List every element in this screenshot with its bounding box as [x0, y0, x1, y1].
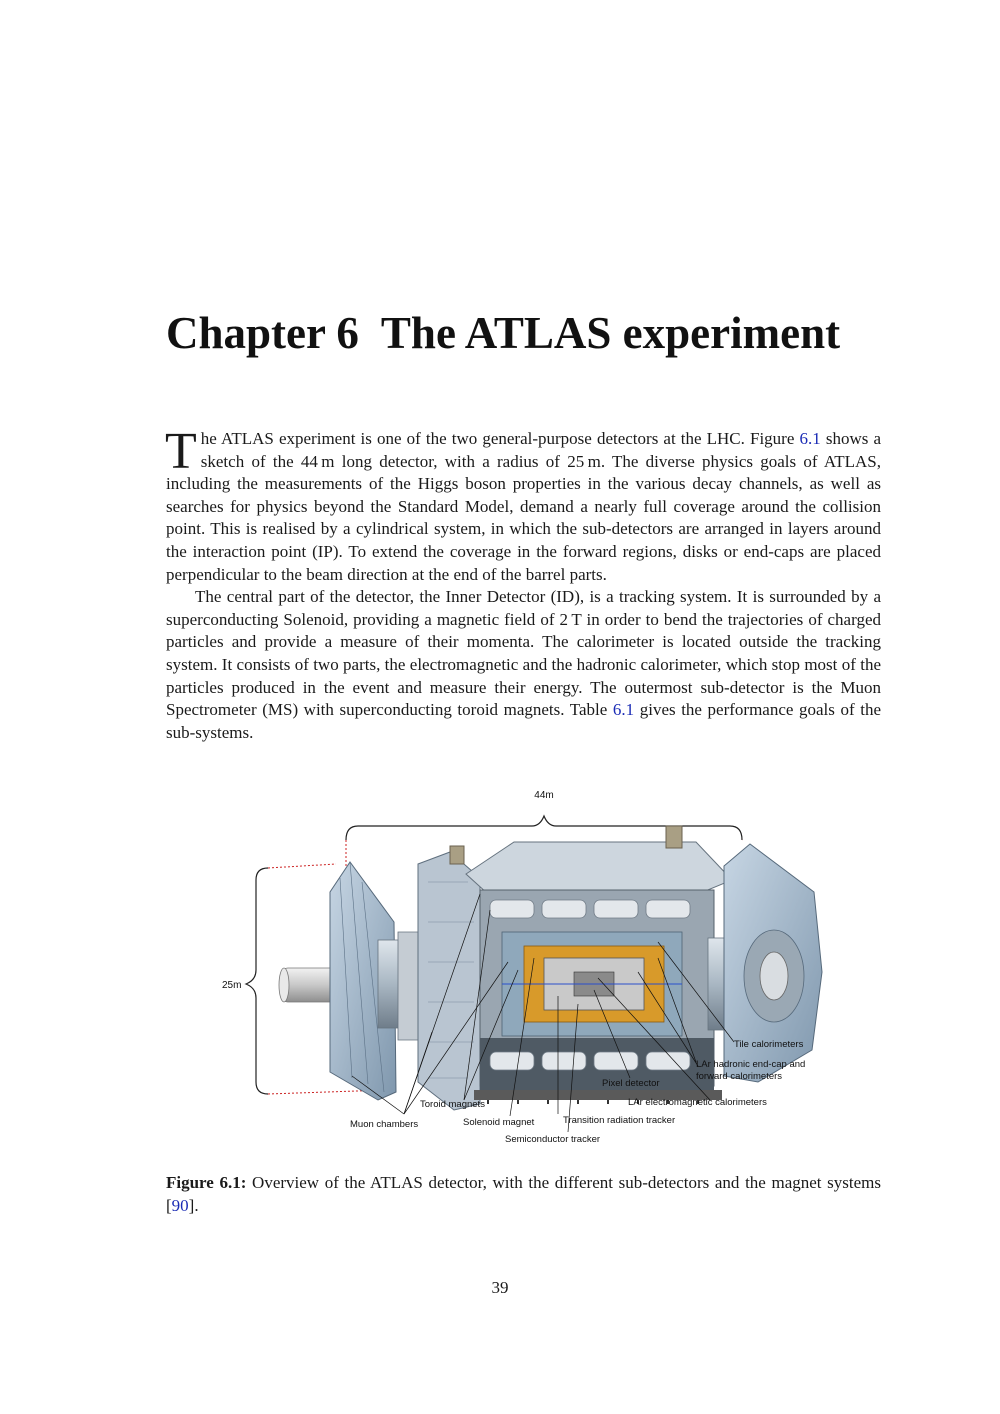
citation-link[interactable]: 90 [171, 1196, 189, 1215]
paragraph-2-text-b: gives the performance goals of the sub-systems. [166, 700, 881, 742]
barrel-top [466, 842, 732, 894]
figure-caption [166, 1171, 881, 1217]
caption-text: Overview of the ATLAS detector, with the different sub-detectors and the magnet systems [ [166, 1173, 881, 1215]
paragraph-2-text-a: The central part of the detector, the Inner Detector (ID), is a tracking system. It is surrounded by a superconducting Solenoid, providing a magnetic field of 2 T in order to bend the trajectories of charged particles and provide a measure of their momenta. The calorimeter is located outside the tracking system. It consists of two parts, the electromagnetic and the hadronic calorimeter, which stop most of the particles produced in the event and measure their energy. The outermost sub-detector is the Muon Spectrometer (MS) with superconducting toroid magnets. Table [166, 587, 881, 720]
label-solenoid-magnet: Solenoid magnet [463, 1117, 535, 1128]
beam-pipe-end [279, 968, 289, 1002]
radius-label: 25m [222, 980, 242, 991]
drop-cap: T [165, 423, 197, 480]
label-muon-chambers: Muon chambers [350, 1119, 419, 1130]
paragraph-2 [166, 586, 881, 744]
label-lar-em-calorimeters: LAr electromagnetic calorimeters [628, 1097, 767, 1108]
radius-brace [246, 868, 268, 1094]
paragraph-1-text-b: shows a sketch of the 44 m long detector, with a radius of 25 m. The diverse physics goals of ATLAS, including the measurements of the Higgs boson properties in the various decay channels, as well as searches for physics beyond the Standard Model, demand a nearly full coverage around the collision point. This is realised by a cylindrical system, in which the sub-detectors are arranged in layers around the interaction point (IP). To extend the coverage in the forward regions, disks or end-caps are placed perpendicular to the beam direction at the end of the barrel parts. [166, 429, 881, 584]
paragraph-1 [165, 423, 881, 586]
label-tile-calorimeters: Tile calorimeters [734, 1039, 804, 1050]
caption-label: Figure 6.1: [166, 1173, 247, 1192]
crane-tower-left [450, 846, 464, 864]
label-transition-radiation-tracker: Transition radiation tracker [563, 1115, 676, 1126]
outer-wheel-left [418, 852, 480, 1110]
length-label: 44m [534, 790, 554, 801]
length-brace [346, 816, 742, 840]
label-lar-hadronic-2: forward calorimeters [696, 1071, 783, 1082]
crane-tower-right [666, 826, 682, 848]
right-wheel-bore [760, 952, 788, 1000]
figure-reference-link[interactable]: 6.1 [799, 429, 821, 448]
table-reference-link[interactable]: 6.1 [612, 700, 635, 720]
chapter-title [166, 306, 886, 360]
label-toroid-magnets: Toroid magnets [420, 1099, 485, 1110]
label-pixel-detector: Pixel detector [602, 1078, 660, 1089]
radius-dim-top [268, 864, 336, 868]
atlas-detector-figure [218, 782, 830, 1152]
label-lar-hadronic-1: LAr hadronic end-cap and [696, 1059, 806, 1070]
atlas-detector-illustration [218, 782, 830, 1152]
chapter-name: The ATLAS experiment [380, 308, 841, 358]
body-text [165, 423, 881, 744]
caption-end: ]. [188, 1196, 199, 1215]
paragraph-1-text-a: he ATLAS experiment is one of the two general-purpose detectors at the LHC. Figure [200, 429, 800, 448]
page-number: 39 [491, 1278, 509, 1297]
label-semiconductor-tracker: Semiconductor tracker [505, 1134, 601, 1145]
chapter-number: Chapter 6 [166, 308, 359, 358]
